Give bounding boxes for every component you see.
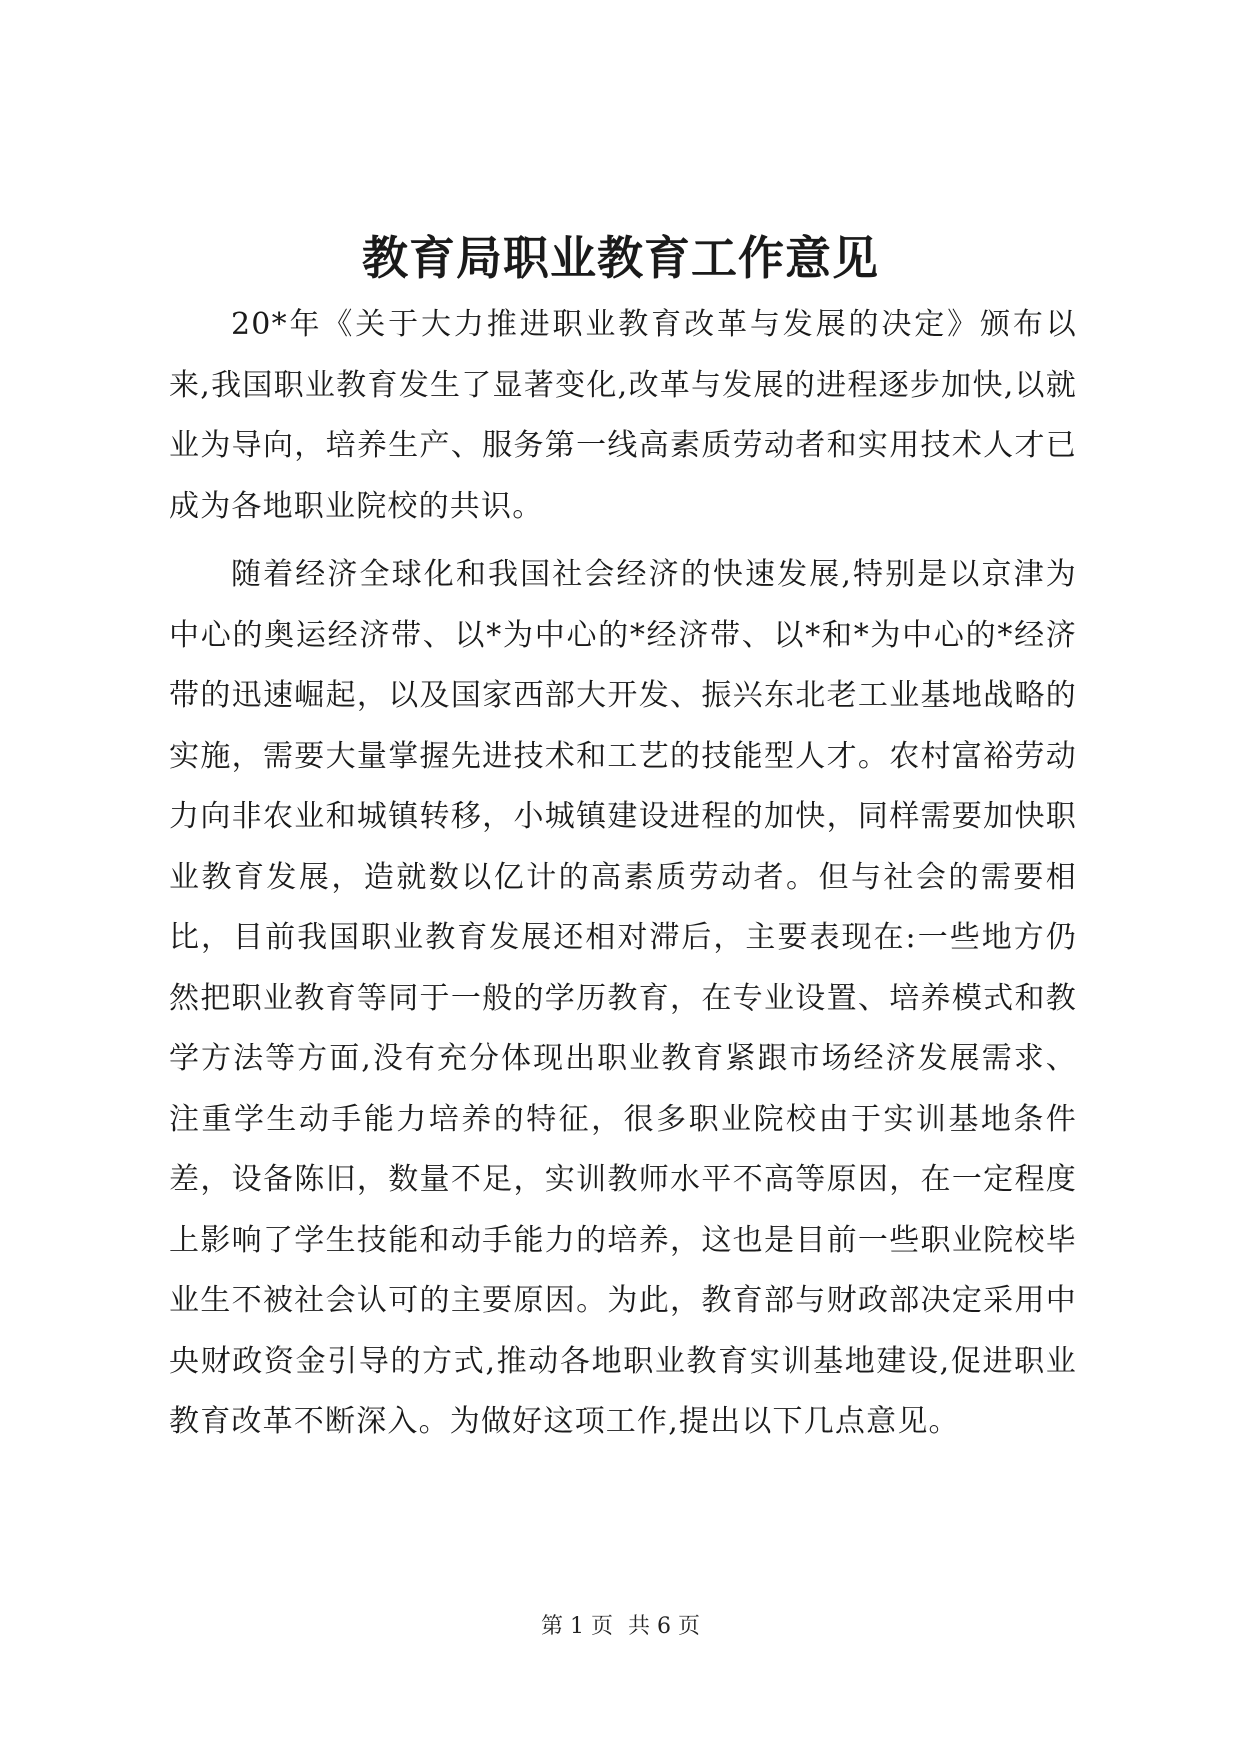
- document-title: 教育局职业教育工作意见: [362, 231, 879, 285]
- page-total: 共 6 页: [628, 1614, 700, 1639]
- paragraph-1: 20*年《关于大力推进职业教育改革与发展的决定》颁布以来,我国职业教育发生了显著变化,改革与发展的进程逐步加快,以就业为导向，培养生产、服务第一线高素质劳动者和实用技术人才已成为各地职业院校的共识。: [169, 307, 1077, 524]
- page-footer: [0, 1609, 1241, 1640]
- page-number: 第 1 页: [541, 1614, 613, 1639]
- paragraph-2: 随着经济全球化和我国社会经济的快速发展,特别是以京津为中心的奥运经济带、以*为中心的*经济带、以*和*为中心的*经济带的迅速崛起，以及国家西部大开发、振兴东北老工业基地战略的实施，需要大量掌握先进技术和工艺的技能型人才。农村富裕劳动力向非农业和城镇转移，小城镇建设进程的加快，同样需要加快职业教育发展，造就数以亿计的高素质劳动者。但与社会的需要相比，目前我国职业教育发展还相对滞后，主要表现在:一些地方仍然把职业教育等同于一般的学历教育，在专业设置、培养模式和教学方法等方面,没有充分体现出职业教育紧跟市场经济发展需求、注重学生动手能力培养的特征，很多职业院校由于实训基地条件差，设备陈旧，数量不足，实训教师水平不高等原因，在一定程度上影响了学生技能和动手能力的培养，这也是目前一些职业院校毕业生不被社会认可的主要原因。为此，教育部与财政部决定采用中央财政资金引导的方式,推动各地职业教育实训基地建设,促进职业教育改革不断深入。为做好这项工作,提出以下几点意见。: [169, 557, 1077, 1439]
- document-body: [169, 295, 1077, 1461]
